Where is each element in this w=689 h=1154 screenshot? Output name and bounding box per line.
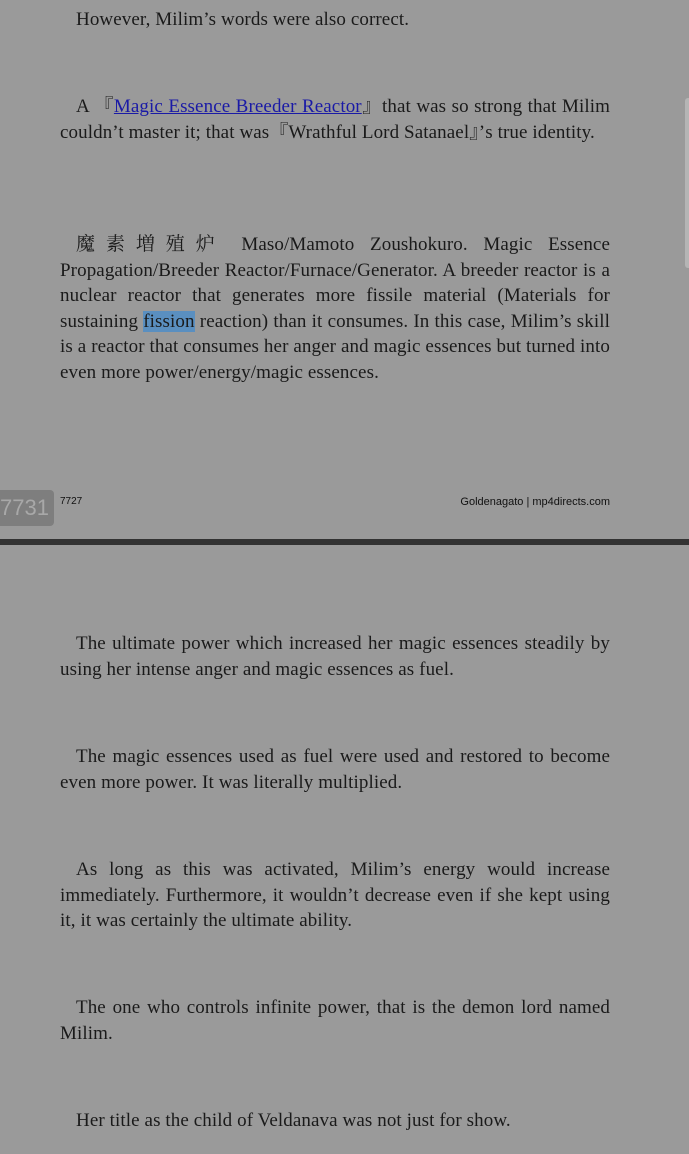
paragraph-fuel-restored: The magic essences used as fuel were used and restored to become even more power. It was literally multiplied. <box>60 746 610 793</box>
top-page <box>0 0 689 539</box>
paragraph-veldanava-title: Her title as the child of Veldanava was not just for show. <box>76 1110 511 1131</box>
bracket-open: A 『 <box>76 96 114 117</box>
bottom-page <box>0 545 689 1154</box>
footnote-text-after: reaction) than it consumes. In this case, Milim’s skill is a reactor that consumes her anger and magic essences but turned into even more power/energy/magic essences. <box>60 310 610 383</box>
footer-page-number: 7727 <box>60 496 83 507</box>
paragraph-breeder-reactor <box>60 94 610 145</box>
paragraph-energy-increase: As long as this was activated, Milim’s energy would increase immediately. Furthermore, it wouldn’t decrease even if she kept using it, it was certainly the ultimate ability. <box>60 859 610 931</box>
paragraph-infinite-power: The one who controls infinite power, that is the demon lord named Milim. <box>60 997 610 1044</box>
page-number-tab[interactable]: 7731 <box>0 490 54 526</box>
paragraph-milims-words: However, Milim’s words were also correct. <box>76 9 410 30</box>
footer-credit: Goldenagato | mp4directs.com <box>460 496 610 508</box>
footnote-text-before: 魔素増殖炉 Maso/Mamoto Zoushokuro. Magic Essence Propagation/Breeder Reactor/Furnace/Generator. A breeder reactor is a nuclear reactor that generates more fissile material (Materials for sustaining <box>60 234 610 332</box>
scroll-indicator[interactable] <box>685 98 689 268</box>
highlighted-word-fission[interactable]: fission <box>143 310 195 332</box>
footnote-paragraph <box>60 232 610 385</box>
footnote-link-magic-essence-breeder-reactor[interactable]: Magic Essence Breeder Reactor <box>113 96 362 117</box>
paragraph-breeder-reactor-rest: 』that was so strong that Milim couldn’t master it; that was『Wrathful Lord Satanael』’s true identity. <box>60 96 610 143</box>
paragraph-ultimate-power: The ultimate power which increased her magic essences steadily by using her intense anger and magic essences as fuel. <box>60 633 610 680</box>
